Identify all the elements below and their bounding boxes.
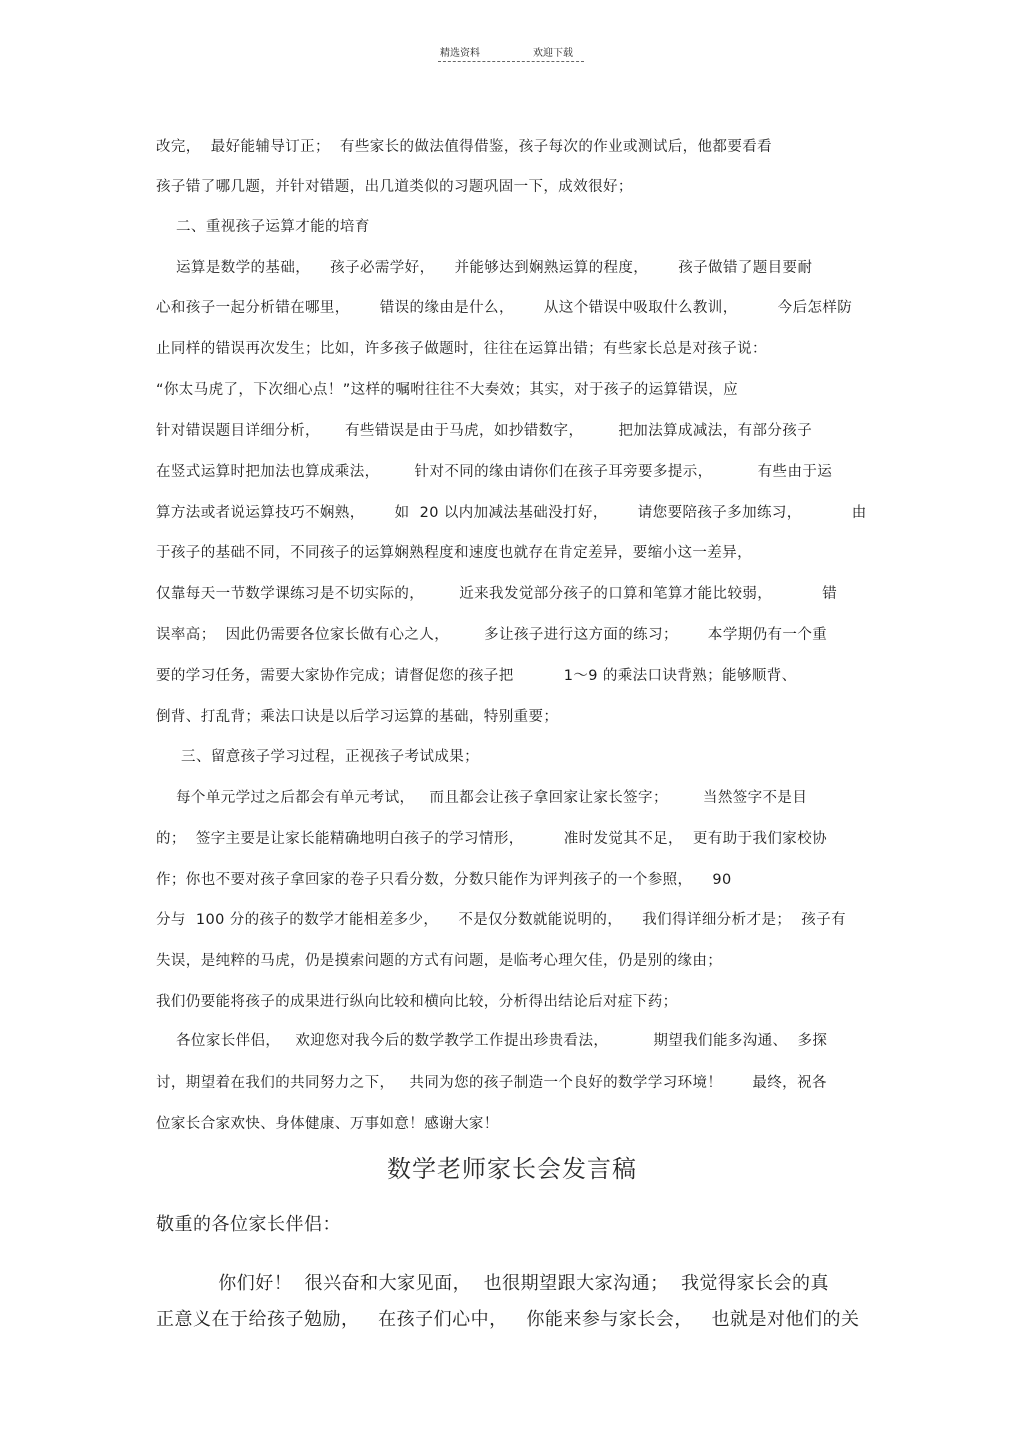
body-line: 各位家长伴侣， 欢迎您对我今后的数学教学工作提出珍贵看法， 期望我们能多沟通、 多探	[156, 1033, 828, 1049]
page-header	[0, 40, 1024, 70]
body-line: 心和孩子一起分析错在哪里， 错误的缘由是什么， 从这个错误中吸取什么教训， 今后怎样防	[156, 300, 853, 316]
body-line: 分与 100 分的孩子的数学才能相差多少， 不是仅分数就能说明的， 我们得详细分析才是； 孩子有	[156, 912, 846, 928]
body-line: 失误，是纯粹的马虎，仍是摸索问题的方式有问题，是临考心理欠佳，仍是别的缘由；	[156, 953, 723, 969]
body-line: 每个单元学过之后都会有单元考试， 而且都会让孩子拿回家让家长签字； 当然签字不是目	[156, 790, 808, 806]
body-line: “你太马虎了，下次细心点！”这样的嘱咐往往不大奏效；其实，对于孩子的运算错误，应	[156, 382, 739, 398]
body-line: 正意义在于给孩子勉励， 在孩子们心中， 你能来参与家长会， 也就是对他们的关	[156, 1309, 860, 1330]
body-line: 针对错误题目详细分析， 有些错误是由于马虎，如抄错数字， 把加法算成减法，有部分孩子	[156, 423, 813, 439]
body-line: 仅靠每天一节数学课练习是不切实际的， 近来我发觉部分孩子的口算和笔算才能比较弱， 错	[156, 586, 838, 602]
section-heading: 三、留意孩子学习过程，正视孩子考试成果；	[156, 749, 480, 765]
body-line: 算方法或者说运算技巧不娴熟， 如 20 以内加减法基础没打好， 请您要陪孩子多加练习， 由	[156, 505, 867, 521]
body-line: 运算是数学的基础， 孩子必需学好， 并能够达到娴熟运算的程度， 孩子做错了题目要耐	[156, 260, 813, 276]
section-heading: 二、重视孩子运算才能的培育	[156, 219, 370, 235]
body-line: 要的学习任务，需要大家协作完成；请督促您的孩子把 1～9 的乘法口诀背熟；能够顺背、	[156, 668, 797, 684]
body-line: 倒背、打乱背；乘法口诀是以后学习运算的基础，特别重要；	[156, 709, 559, 725]
salutation: 敬重的各位家长伴侣：	[156, 1214, 341, 1235]
header-left-text: 精选资料	[440, 48, 480, 59]
body-line: 作；你也不要对孩子拿回家的卷子只看分数，分数只能作为评判孩子的一个参照， 90	[156, 872, 732, 888]
body-line: 我们仍要能将孩子的成果进行纵向比较和横向比较，分析得出结论后对症下药；	[156, 994, 678, 1010]
header-right-text: 欢迎下载	[533, 48, 573, 59]
body-line: 讨，期望着在我们的共同努力之下， 共同为您的孩子制造一个良好的数学学习环境！ 最终，祝各	[156, 1075, 827, 1091]
body-line: 于孩子的基础不同，不同孩子的运算娴熟程度和速度也就存在肯定差异，要缩小这一差异，	[156, 545, 752, 561]
body-line: 的； 签字主要是让家长能精确地明白孩子的学习情形， 准时发觉其不足， 更有助于我们家校协	[156, 831, 828, 847]
body-line: 在竖式运算时把加法也算成乘法， 针对不同的缘由请你们在孩子耳旁要多提示， 有些由于运	[156, 464, 833, 480]
body-line: 孩子错了哪几题，并针对错题，出几道类似的习题巩固一下，成效很好；	[156, 179, 633, 195]
document-title: 数学老师家长会发言稿	[387, 1155, 637, 1183]
body-line: 止同样的错误再次发生；比如，许多孩子做题时，往往在运算出错；有些家长总是对孩子说：	[156, 341, 767, 357]
body-line: 误率高； 因此仍需要各位家长做有心之人， 多让孩子进行这方面的练习； 本学期仍有一个重	[156, 627, 828, 643]
body-line: 改完， 最好能辅导订正； 有些家长的做法值得借鉴，孩子每次的作业或测试后，他都要看看	[156, 139, 773, 155]
header-divider	[438, 61, 584, 62]
body-line: 你们好！ 很兴奋和大家见面， 也很期望跟大家沟通； 我觉得家长会的真	[156, 1273, 830, 1294]
body-line: 位家长合家欢快、身体健康、万事如意！感谢大家！	[156, 1116, 499, 1132]
